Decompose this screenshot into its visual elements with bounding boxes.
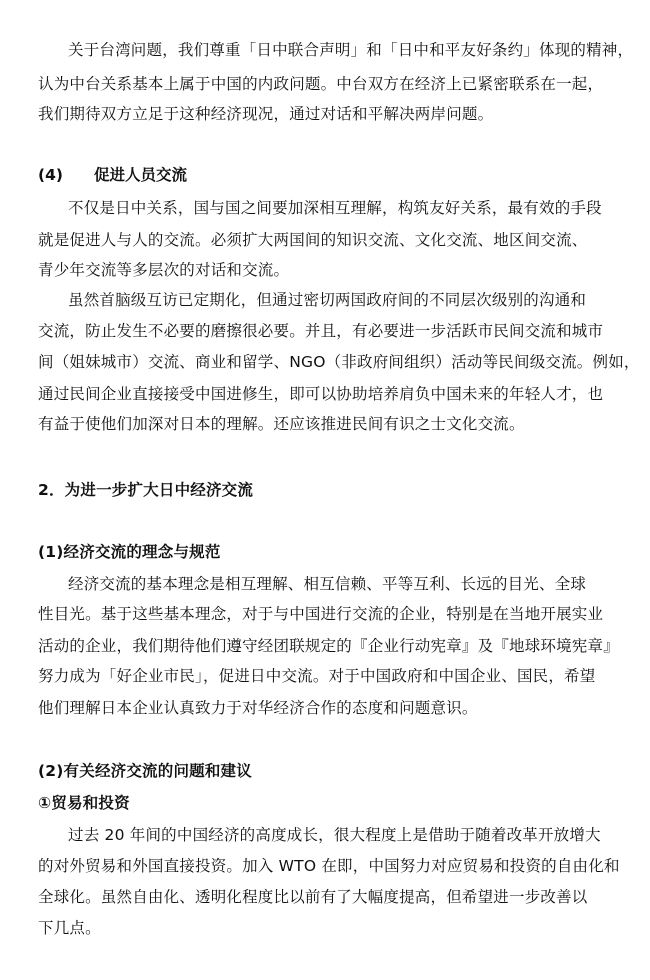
paragraph-line: 下几点。: [38, 919, 101, 937]
paragraph-line: 虽然首脑级互访已定期化，但通过密切两国政府间的不同层次级别的沟通和: [68, 291, 587, 309]
paragraph-line: 不仅是日中关系，国与国之间要加深相互理解，构筑友好关系，最有效的手段: [68, 199, 602, 217]
paragraph-line: 就是促进人与人的交流。必须扩大两国间的知识交流、文化交流、地区间交流、: [38, 231, 588, 249]
paragraph-line: 我们期待双方立足于这种经济现况，通过对话和平解决两岸问题。: [38, 105, 494, 123]
subsection-heading: (1)经济交流的理念与规范: [38, 543, 221, 561]
sub-subsection-heading: ①贸易和投资: [38, 794, 130, 812]
paragraph-line: 全球化。虽然自由化、透明化程度比以前有了大幅度提高，但希望进一步改善以: [38, 888, 588, 906]
paragraph-line: 间（姐妹城市）交流、商业和留学、NGO（非政府间组织）活动等民间级交流。例如，: [38, 353, 640, 371]
paragraph-line: 性目光。基于这些基本理念，对于与中国进行交流的企业，特别是在当地开展实业: [38, 605, 604, 623]
paragraph-line: 关于台湾问题，我们尊重「日中联合声明」和「日中和平友好条约」体现的精神，: [68, 41, 634, 59]
paragraph-line: 他们理解日本企业认真致力于对华经济合作的态度和问题意识。: [38, 699, 478, 717]
paragraph-line: 青少年交流等多层次的对话和交流。: [38, 261, 290, 279]
subsection-heading: (2)有关经济交流的问题和建议: [38, 762, 252, 780]
paragraph-line: 过去 20 年间的中国经济的高度成长，很大程度上是借助于随着改革开放增大: [68, 826, 601, 844]
paragraph-line: 交流，防止发生不必要的磨擦很必要。并且，有必要进一步活跃市民间交流和城市: [38, 322, 604, 340]
paragraph-line: 努力成为「好企业市民」，促进日中交流。对于中国政府和中国企业、国民，希望: [38, 667, 596, 685]
section-title: 促进人员交流: [94, 166, 188, 184]
section-number: (4): [38, 166, 63, 184]
paragraph-line: 认为中台关系基本上属于中国的内政问题。中台双方在经济上已紧密联系在一起，: [38, 75, 604, 93]
section-heading: 2．为进一步扩大日中经济交流: [38, 481, 254, 499]
paragraph-line: 有益于使他们加深对日本的理解。还应该推进民间有识之士文化交流。: [38, 415, 525, 433]
paragraph-line: 经济交流的基本理念是相互理解、相互信赖、平等互利、长远的目光、全球: [68, 575, 587, 593]
paragraph-line: 的对外贸易和外国直接投资。加入 WTO 在即，中国努力对应贸易和投资的自由化和: [38, 857, 620, 875]
paragraph-line: 活动的企业，我们期待他们遵守经团联规定的『企业行动宪章』及『地球环境宪章』: [38, 637, 619, 655]
paragraph-line: 通过民间企业直接接受中国进修生，即可以协助培养肩负中国未来的年轻人才，也: [38, 385, 604, 403]
